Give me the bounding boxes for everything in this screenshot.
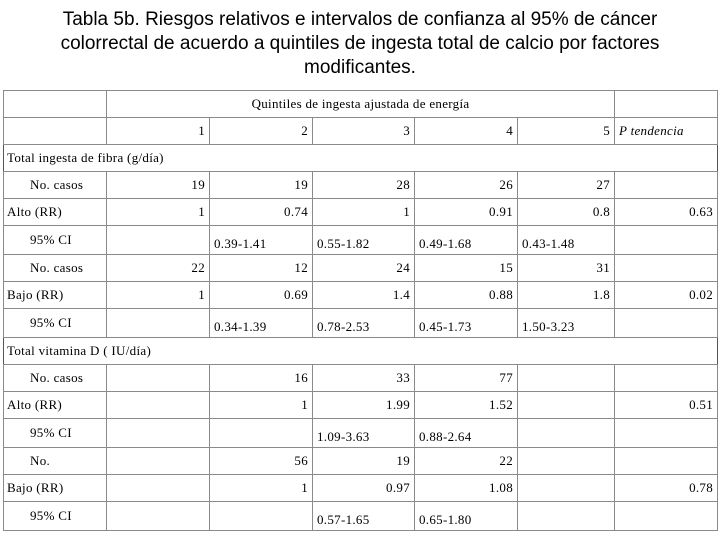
table-cell (107, 309, 210, 338)
header-blank (4, 91, 107, 118)
table-cell: 0.34-1.39 (210, 309, 313, 338)
header-blank-p (615, 91, 718, 118)
row-label: 95% CI (4, 226, 107, 255)
table-cell (518, 502, 615, 531)
table-cell: 22 (415, 448, 518, 475)
table-cell: 0.55-1.82 (313, 226, 415, 255)
table-cell: 1.4 (313, 282, 415, 309)
table-cell: 0.97 (313, 475, 415, 502)
table-cell (210, 419, 313, 448)
table-row (4, 475, 718, 502)
row-label: 95% CI (4, 419, 107, 448)
table-cell: 26 (415, 172, 518, 199)
row-label: No. casos (4, 255, 107, 282)
table-row (4, 392, 718, 419)
table-cell (518, 475, 615, 502)
table-cell: 24 (313, 255, 415, 282)
p-trend-cell (615, 255, 718, 282)
table-row (4, 172, 718, 199)
quintile-header: 4 (415, 118, 518, 145)
table-cell (107, 419, 210, 448)
table-cell: 31 (518, 255, 615, 282)
table-cell: 1.08 (415, 475, 518, 502)
quintile-header: 2 (210, 118, 313, 145)
p-trend-cell (615, 365, 718, 392)
table-cell (107, 226, 210, 255)
row-label: No. casos (4, 365, 107, 392)
row-label: Alto (RR) (4, 199, 107, 226)
p-trend-header: P tendencia (615, 118, 718, 145)
table-cell: 0.69 (210, 282, 313, 309)
table-cell: 0.65-1.80 (415, 502, 518, 531)
caption-line-3: modificantes. (304, 57, 416, 78)
table-cell: 0.45-1.73 (415, 309, 518, 338)
table-cell (107, 502, 210, 531)
table-cell: 0.49-1.68 (415, 226, 518, 255)
table-cell: 33 (313, 365, 415, 392)
table-cell (107, 475, 210, 502)
section-row (4, 338, 718, 365)
table-cell (518, 448, 615, 475)
quintile-header: 3 (313, 118, 415, 145)
table-cell: 0.88 (415, 282, 518, 309)
table-cell: 1 (210, 392, 313, 419)
section-title: Total vitamina D ( IU/día) (4, 338, 718, 365)
table-cell: 0.74 (210, 199, 313, 226)
quintile-header: 1 (107, 118, 210, 145)
row-label: 95% CI (4, 502, 107, 531)
table-row (4, 448, 718, 475)
table-row (4, 309, 718, 338)
table-cell: 1.99 (313, 392, 415, 419)
section-row (4, 145, 718, 172)
table-row (4, 255, 718, 282)
p-trend-cell (615, 172, 718, 199)
p-trend-cell (615, 309, 718, 338)
caption-line-1: Tabla 5b. Riesgos relativos e intervalos de confianza al 95% de cáncer (62, 9, 658, 30)
row-label: No. casos (4, 172, 107, 199)
table-cell: 0.8 (518, 199, 615, 226)
quintile-header: 5 (518, 118, 615, 145)
table-cell: 19 (210, 172, 313, 199)
table-cell (107, 392, 210, 419)
p-trend-cell: 0.63 (615, 199, 718, 226)
group-header-row (4, 91, 718, 118)
table-body (4, 91, 718, 531)
table-caption (0, 8, 720, 80)
table-cell: 16 (210, 365, 313, 392)
table-cell: 12 (210, 255, 313, 282)
row-label: Bajo (RR) (4, 282, 107, 309)
table-cell: 0.57-1.65 (313, 502, 415, 531)
table-cell: 0.88-2.64 (415, 419, 518, 448)
table-row (4, 226, 718, 255)
table-row (4, 199, 718, 226)
row-label: Alto (RR) (4, 392, 107, 419)
table-cell: 0.43-1.48 (518, 226, 615, 255)
table-cell: 0.78-2.53 (313, 309, 415, 338)
table-cell: 28 (313, 172, 415, 199)
p-trend-cell (615, 419, 718, 448)
quintile-header-row (4, 118, 718, 145)
table-cell: 1.8 (518, 282, 615, 309)
row-label: Bajo (RR) (4, 475, 107, 502)
header-blank-label (4, 118, 107, 145)
table-cell: 19 (107, 172, 210, 199)
table-cell (107, 448, 210, 475)
p-trend-cell: 0.51 (615, 392, 718, 419)
table-cell: 1.52 (415, 392, 518, 419)
table-cell: 56 (210, 448, 313, 475)
table-cell (210, 502, 313, 531)
p-trend-cell (615, 502, 718, 531)
caption-line-2: colorrectal de acuerdo a quintiles de ingesta total de calcio por factores (60, 33, 660, 54)
table-row (4, 419, 718, 448)
section-title: Total ingesta de fibra (g/día) (4, 145, 718, 172)
table-cell (518, 365, 615, 392)
table-cell: 1 (107, 199, 210, 226)
table-row (4, 282, 718, 309)
table-cell: 1 (107, 282, 210, 309)
table-row (4, 502, 718, 531)
risk-table (3, 90, 718, 531)
table-cell: 1 (210, 475, 313, 502)
row-label: 95% CI (4, 309, 107, 338)
group-header: Quintiles de ingesta ajustada de energía (107, 91, 615, 118)
table-cell: 1.50-3.23 (518, 309, 615, 338)
table-cell: 1 (313, 199, 415, 226)
table-cell: 0.91 (415, 199, 518, 226)
table-cell: 77 (415, 365, 518, 392)
table-cell (518, 392, 615, 419)
p-trend-cell (615, 448, 718, 475)
p-trend-cell: 0.02 (615, 282, 718, 309)
table-cell: 0.39-1.41 (210, 226, 313, 255)
table-cell: 27 (518, 172, 615, 199)
table-row (4, 365, 718, 392)
row-label: No. (4, 448, 107, 475)
p-trend-cell: 0.78 (615, 475, 718, 502)
table-cell: 15 (415, 255, 518, 282)
p-trend-cell (615, 226, 718, 255)
table-cell: 1.09-3.63 (313, 419, 415, 448)
table-cell (518, 419, 615, 448)
table-cell: 19 (313, 448, 415, 475)
table-cell: 22 (107, 255, 210, 282)
table-cell (107, 365, 210, 392)
